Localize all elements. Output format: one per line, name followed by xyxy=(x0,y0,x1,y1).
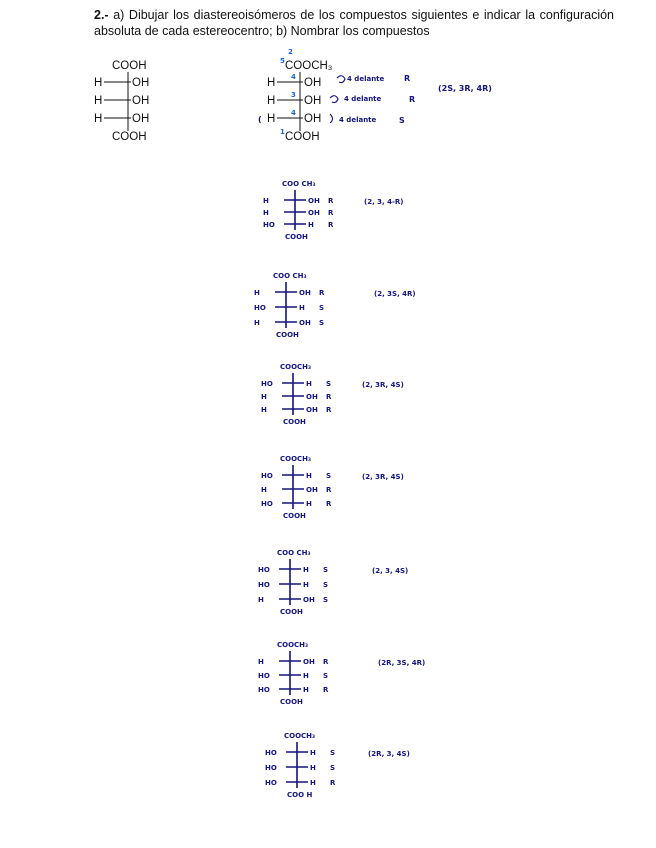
diastereomer-2-left-2: HO xyxy=(254,304,266,312)
diastereomer-3-left-3: H xyxy=(261,406,267,414)
diastereomer-5-name: (2, 3, 4S) xyxy=(372,567,409,575)
diastereomer-6-config-1: R xyxy=(323,658,329,666)
annotated-top-locant: 5 xyxy=(280,57,285,65)
question-number: 2.- xyxy=(94,8,109,22)
question-body: a) Dibujar los diastereoisómeros de los compuestos siguientes e indicar la configuración absoluta de cada estereocentro; b) Nombrar los compuestos xyxy=(94,8,614,38)
diastereomer-7-top: COOCH₃ xyxy=(284,732,316,740)
typed-fischer-right-3: OH xyxy=(132,113,150,125)
diastereomer-2-top: COO CH₃ xyxy=(273,272,307,280)
diastereomer-7-config-3: R xyxy=(330,779,336,787)
diastereomer-5-right-1: H xyxy=(303,566,309,574)
diastereomer-3-left-2: H xyxy=(261,393,267,401)
annotated-config-1: R xyxy=(404,74,411,83)
diastereomer-6-left-3: HO xyxy=(258,686,270,694)
annotated-fischer-right-1: OH xyxy=(304,77,322,89)
diastereomer-2-config-1: R xyxy=(319,289,325,297)
diastereomer-3-config-3: R xyxy=(326,406,332,414)
diastereomer-7-left-1: HO xyxy=(265,749,277,757)
annotated-config-3: S xyxy=(399,116,405,125)
diastereomer-2-left-1: H xyxy=(254,289,260,297)
diastereomer-4-config-1: S xyxy=(326,472,332,480)
diastereomer-3-right-3: OH xyxy=(306,406,318,414)
diastereomer-1-left-1: H xyxy=(263,197,269,205)
diastereomer-3-config-1: S xyxy=(326,380,332,388)
diastereomer-4-left-3: HO xyxy=(261,500,273,508)
diastereomer-3-right-1: H xyxy=(306,380,312,388)
diastereomer-6-left-2: HO xyxy=(258,672,270,680)
diastereomer-4-name: (2, 3R, 4S) xyxy=(362,473,404,481)
diastereomer-4-right-1: H xyxy=(306,472,312,480)
diastereomer-5-top: COO CH₃ xyxy=(277,549,311,557)
annotated-fischer-bottom: COOH xyxy=(285,131,320,143)
curved-arrow-icon xyxy=(330,96,338,103)
diastereomer-4-left-1: HO xyxy=(261,472,273,480)
diastereomer-2-left-3: H xyxy=(254,319,260,327)
diastereomer-3-bottom: COOH xyxy=(283,418,306,426)
diastereomer-5-right-3: OH xyxy=(303,596,315,604)
diastereomer-4-right-2: OH xyxy=(306,486,318,494)
diastereomer-6-right-1: OH xyxy=(303,658,315,666)
annotated-fischer-left-1: H xyxy=(267,77,276,89)
diastereomer-3-name: (2, 3R, 4S) xyxy=(362,381,404,389)
diastereomer-1-config-3: R xyxy=(328,221,334,229)
annotated-fischer-paren: ( xyxy=(258,115,262,124)
annotated-fischer-left-3: H xyxy=(267,113,276,125)
annotated-fischer-right-3: OH xyxy=(304,113,322,125)
diastereomer-7-right-1: H xyxy=(310,749,316,757)
annotated-config-2: R xyxy=(409,95,416,104)
diastereomer-6-left-1: H xyxy=(258,658,264,666)
diastereomer-7-config-1: S xyxy=(330,749,336,757)
diastereomer-7-right-2: H xyxy=(310,764,316,772)
annotated-top-number: 2 xyxy=(288,48,293,56)
annotated-fischer-top: COOCH₃ xyxy=(285,60,333,72)
typed-fischer-right-2: OH xyxy=(132,95,150,107)
typed-fischer-left-3: H xyxy=(94,113,103,125)
typed-fischer-left-2: H xyxy=(94,95,103,107)
typed-fischer-bottom: COOH xyxy=(112,131,147,143)
annotated-locant-3: 4 xyxy=(291,109,296,117)
annotated-locant-1: 4 xyxy=(291,73,296,81)
diastereomer-7-config-2: S xyxy=(330,764,336,772)
diastereomer-1-right-1: OH xyxy=(308,197,320,205)
diastereomer-7-left-3: HO xyxy=(265,779,277,787)
diastereomer-6-right-2: H xyxy=(303,672,309,680)
typed-fischer-right-1: OH xyxy=(132,77,150,89)
annotated-note-2: 4 delante xyxy=(344,95,382,103)
diastereomer-2-name: (2, 3S, 4R) xyxy=(374,290,416,298)
diastereomer-2-right-3: OH xyxy=(299,319,311,327)
diastereomer-3-config-2: R xyxy=(326,393,332,401)
annotated-fischer-projection xyxy=(258,48,492,143)
annotated-locant-2: 3 xyxy=(291,91,296,99)
diastereomer-5-left-2: HO xyxy=(258,581,270,589)
diastereomer-4-bottom: COOH xyxy=(283,512,306,520)
diastereomer-5-config-1: S xyxy=(323,566,329,574)
diastereomer-3-left-1: HO xyxy=(261,380,273,388)
diastereomer-6-name: (2R, 3S, 4R) xyxy=(378,659,426,667)
annotated-note-1: 4 delante xyxy=(347,75,385,83)
diastereomer-3-right-2: OH xyxy=(306,393,318,401)
diastereomer-1-name: (2, 3, 4-R) xyxy=(364,198,404,206)
typed-fischer-top: COOH xyxy=(112,60,147,72)
diastereomer-5-right-2: H xyxy=(303,581,309,589)
annotated-note-3: 4 delante xyxy=(339,116,377,124)
typed-fischer-left-1: H xyxy=(94,77,103,89)
diastereomer-6-right-3: H xyxy=(303,686,309,694)
diastereomer-5-config-3: S xyxy=(323,596,329,604)
diastereomer-4-config-2: R xyxy=(326,486,332,494)
diastereomer-1-right-2: OH xyxy=(308,209,320,217)
annotated-fischer-left-2: H xyxy=(267,95,276,107)
diastereomer-5-bottom: COOH xyxy=(280,608,303,616)
diastereomer-3-top: COOCH₃ xyxy=(280,363,312,371)
diastereomer-4-right-3: H xyxy=(306,500,312,508)
curved-arrow-icon xyxy=(337,76,345,83)
diastereomer-1-config-2: R xyxy=(328,209,334,217)
diastereomer-4-top: COOCH₃ xyxy=(280,455,312,463)
diastereomer-6-config-3: R xyxy=(323,686,329,694)
diastereomer-5-left-1: HO xyxy=(258,566,270,574)
diastereomer-5-left-3: H xyxy=(258,596,264,604)
diastereomer-2-config-2: S xyxy=(319,304,325,312)
diastereomer-6-top: COOCH₃ xyxy=(277,641,309,649)
diastereomer-2-bottom: COOH xyxy=(276,331,299,339)
diastereomer-7-left-2: HO xyxy=(265,764,277,772)
annotated-name: (2S, 3R, 4R) xyxy=(438,84,492,93)
diastereomer-7-bottom: COO H xyxy=(287,791,313,799)
annotated-bottom-locant: 1 xyxy=(280,128,285,136)
diastereomer-1-bottom: COOH xyxy=(285,233,308,241)
diastereomer-list xyxy=(254,180,425,799)
diastereomer-1-left-3: HO xyxy=(263,221,275,229)
diastereomer-2-right-1: OH xyxy=(299,289,311,297)
diastereomer-1-left-2: H xyxy=(263,209,269,217)
curved-arrow-icon xyxy=(330,114,333,123)
diastereomer-4-config-3: R xyxy=(326,500,332,508)
diastereomer-7-right-3: H xyxy=(310,779,316,787)
diastereomer-2-config-3: S xyxy=(319,319,325,327)
diastereomer-1-right-3: H xyxy=(308,221,314,229)
diastereomer-1-config-1: R xyxy=(328,197,334,205)
typed-fischer-projection xyxy=(94,60,149,143)
diastereomer-6-bottom: COOH xyxy=(280,698,303,706)
diastereomer-5-config-2: S xyxy=(323,581,329,589)
diastereomer-2-right-2: H xyxy=(299,304,305,312)
diastereomer-1-top: COO CH₃ xyxy=(282,180,316,188)
annotated-fischer-right-2: OH xyxy=(304,95,322,107)
diastereomer-7-name: (2R, 3, 4S) xyxy=(368,750,410,758)
diastereomer-4-left-2: H xyxy=(261,486,267,494)
diastereomer-6-config-2: S xyxy=(323,672,329,680)
